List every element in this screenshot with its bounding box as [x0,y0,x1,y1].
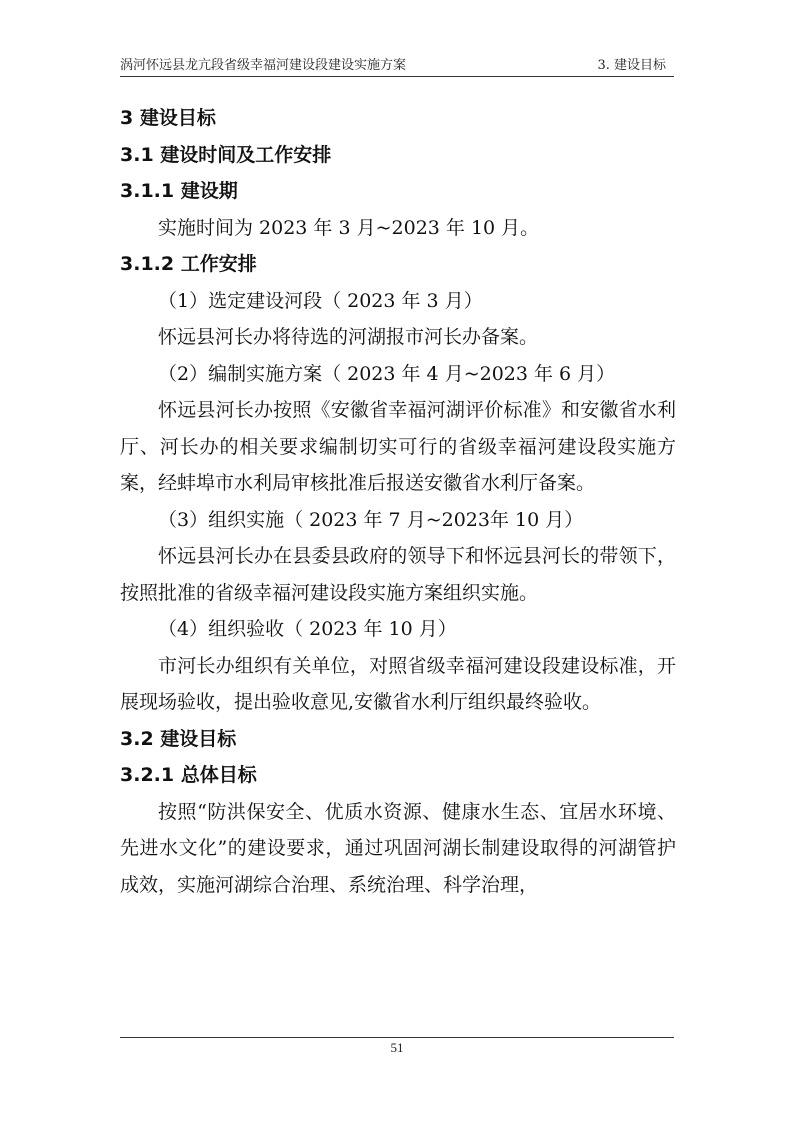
step-3-text: 怀远县河长办在县委县政府的领导下和怀远县河长的带领下，按照批准的省级幸福河建设段实施方案组织实施。 [120,545,676,604]
step-2-text: 怀远县河长办按照《安徽省幸福河湖评价标准》和安徽省水利厅、河长办的相关要求编制切实可行的省级幸福河建设段实施方案，经蚌埠市水利局审核批准后报送安徽省水利厅备案。 [120,399,676,494]
step-1-title: （1）选定建设河段（ 2023 年 3 月） [158,289,483,312]
page-header [120,54,674,74]
heading-3: 3 建设目标 [120,107,216,129]
step-1-text: 怀远县河长办将待选的河湖报市河长办备案。 [158,326,539,348]
header-document-title: 涡河怀远县龙亢段省级幸福河建设段建设实施方案 [120,58,407,73]
heading-3-2: 3.2 建设目标 [120,727,237,750]
heading-3-1-1: 3.1.1 建设期 [120,180,238,202]
header-divider [120,76,674,77]
step-4-text: 市河长办组织有关单位，对照省级幸福河建设段建设标准，开展现场验收，提出验收意见,安徽省水利厅组织最终验收。 [120,654,676,713]
overall-goal-text: 按照“防洪保安全、优质水资源、健康水生态、宜居水环境、先进水文化”的建设要求，通过巩固河湖长制建设取得的河湖管护成效，实施河湖综合治理、系统治理、科学治理， [120,800,676,896]
heading-3-1-2: 3.1.2 工作安排 [120,253,257,275]
step-3-title: （3）组织实施（ 2023 年 7 月~2023年 10 月） [158,508,584,531]
step-4-title: （4）组织验收（ 2023 年 10 月） [158,618,457,640]
page-body [120,100,676,903]
heading-3-1: 3.1 建设时间及工作安排 [120,143,332,166]
header-section-title: 3. 建设目标 [597,58,666,73]
construction-period-text: 实施时间为 2023 年 3 月~2023 年 10 月。 [158,216,540,239]
page-number: 51 [390,1040,404,1055]
heading-3-2-1: 3.2.1 总体目标 [120,764,257,786]
step-2-title: （2）编制实施方案（ 2023 年 4 月~2023 年 6 月） [158,362,616,385]
footer-divider [120,1037,674,1038]
